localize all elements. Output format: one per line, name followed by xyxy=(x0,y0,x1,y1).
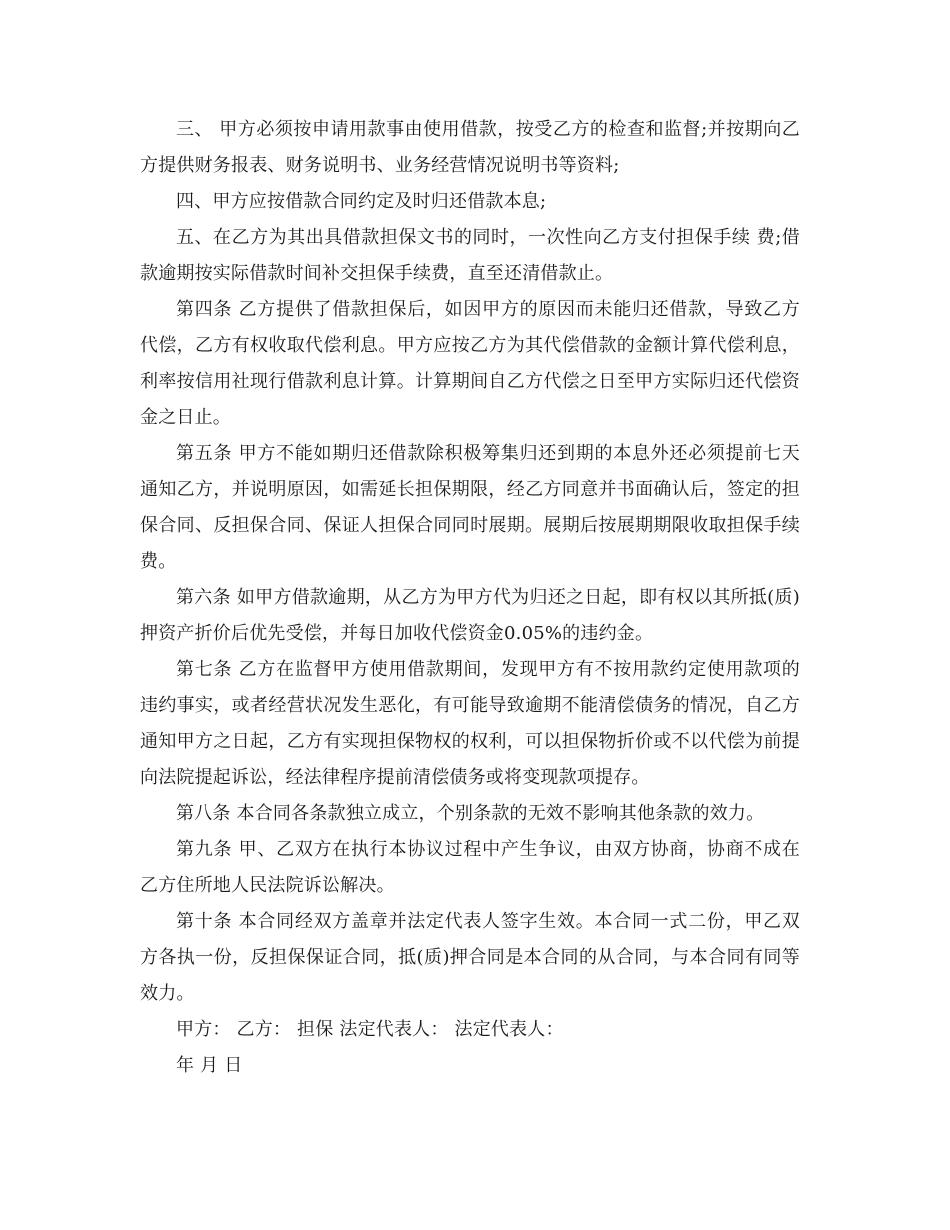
article-6: 第六条 如甲方借款逾期，从乙方为甲方代为归还之日起，即有权以其所抵(质)押资产折价后优先受偿，并每日加收代偿资金0.05%的违约金。 xyxy=(140,587,800,644)
article-5: 第五条 甲方不能如期归还借款除积极筹集归还到期的本息外还必须提前七天通知乙方，并说明原因，如需延长担保期限，经乙方同意并书面确认后，签定的担保合同、反担保合同、保证人担保合同同时展期。展期后按展期期限收取担保手续费。 xyxy=(140,443,800,572)
date-line: 年 月 日 xyxy=(176,1055,243,1076)
clause-5-item: 五、在乙方为其出具借款担保文书的同时，一次性向乙方支付担保手续 费;借款逾期按实际借款时间补交担保手续费，直至还清借款止。 xyxy=(140,227,800,284)
document-body xyxy=(140,112,800,1084)
clause-4-item: 四、甲方应按借款合同约定及时归还借款本息; xyxy=(176,191,547,212)
clause-3-item: 三、 甲方必须按申请用款事由使用借款，按受乙方的检查和监督;并按期向乙方提供财务报表、财务说明书、业务经营情况说明书等资料; xyxy=(140,119,800,176)
signature-line: 甲方： 乙方： 担保 法定代表人： 法定代表人： xyxy=(176,1019,564,1040)
article-9: 第九条 甲、乙双方在执行本协议过程中产生争议，由双方协商，协商不成在乙方住所地人民法院诉讼解决。 xyxy=(140,839,800,896)
article-7: 第七条 乙方在监督甲方使用借款期间，发现甲方有不按用款约定使用款项的违约事实，或者经营状况发生恶化，有可能导致逾期不能清偿债务的情况，自乙方通知甲方之日起，乙方有实现担保物权的权利，可以担保物折价或不以代偿为前提向法院提起诉讼，经法律程序提前清偿债务或将变现款项提存。 xyxy=(140,659,800,788)
article-8: 第八条 本合同各条款独立成立，个别条款的无效不影响其他条款的效力。 xyxy=(176,803,765,824)
article-10: 第十条 本合同经双方盖章并法定代表人签字生效。本合同一式二份，甲乙双方各执一份，反担保保证合同，抵(质)押合同是本合同的从合同，与本合同有同等效力。 xyxy=(140,911,800,1004)
article-4: 第四条 乙方提供了借款担保后，如因甲方的原因而未能归还借款，导致乙方代偿，乙方有权收取代偿利息。甲方应按乙方为其代偿借款的金额计算代偿利息，利率按信用社现行借款利息计算。计算期间自乙方代偿之日至甲方实际归还代偿资金之日止。 xyxy=(140,299,800,428)
